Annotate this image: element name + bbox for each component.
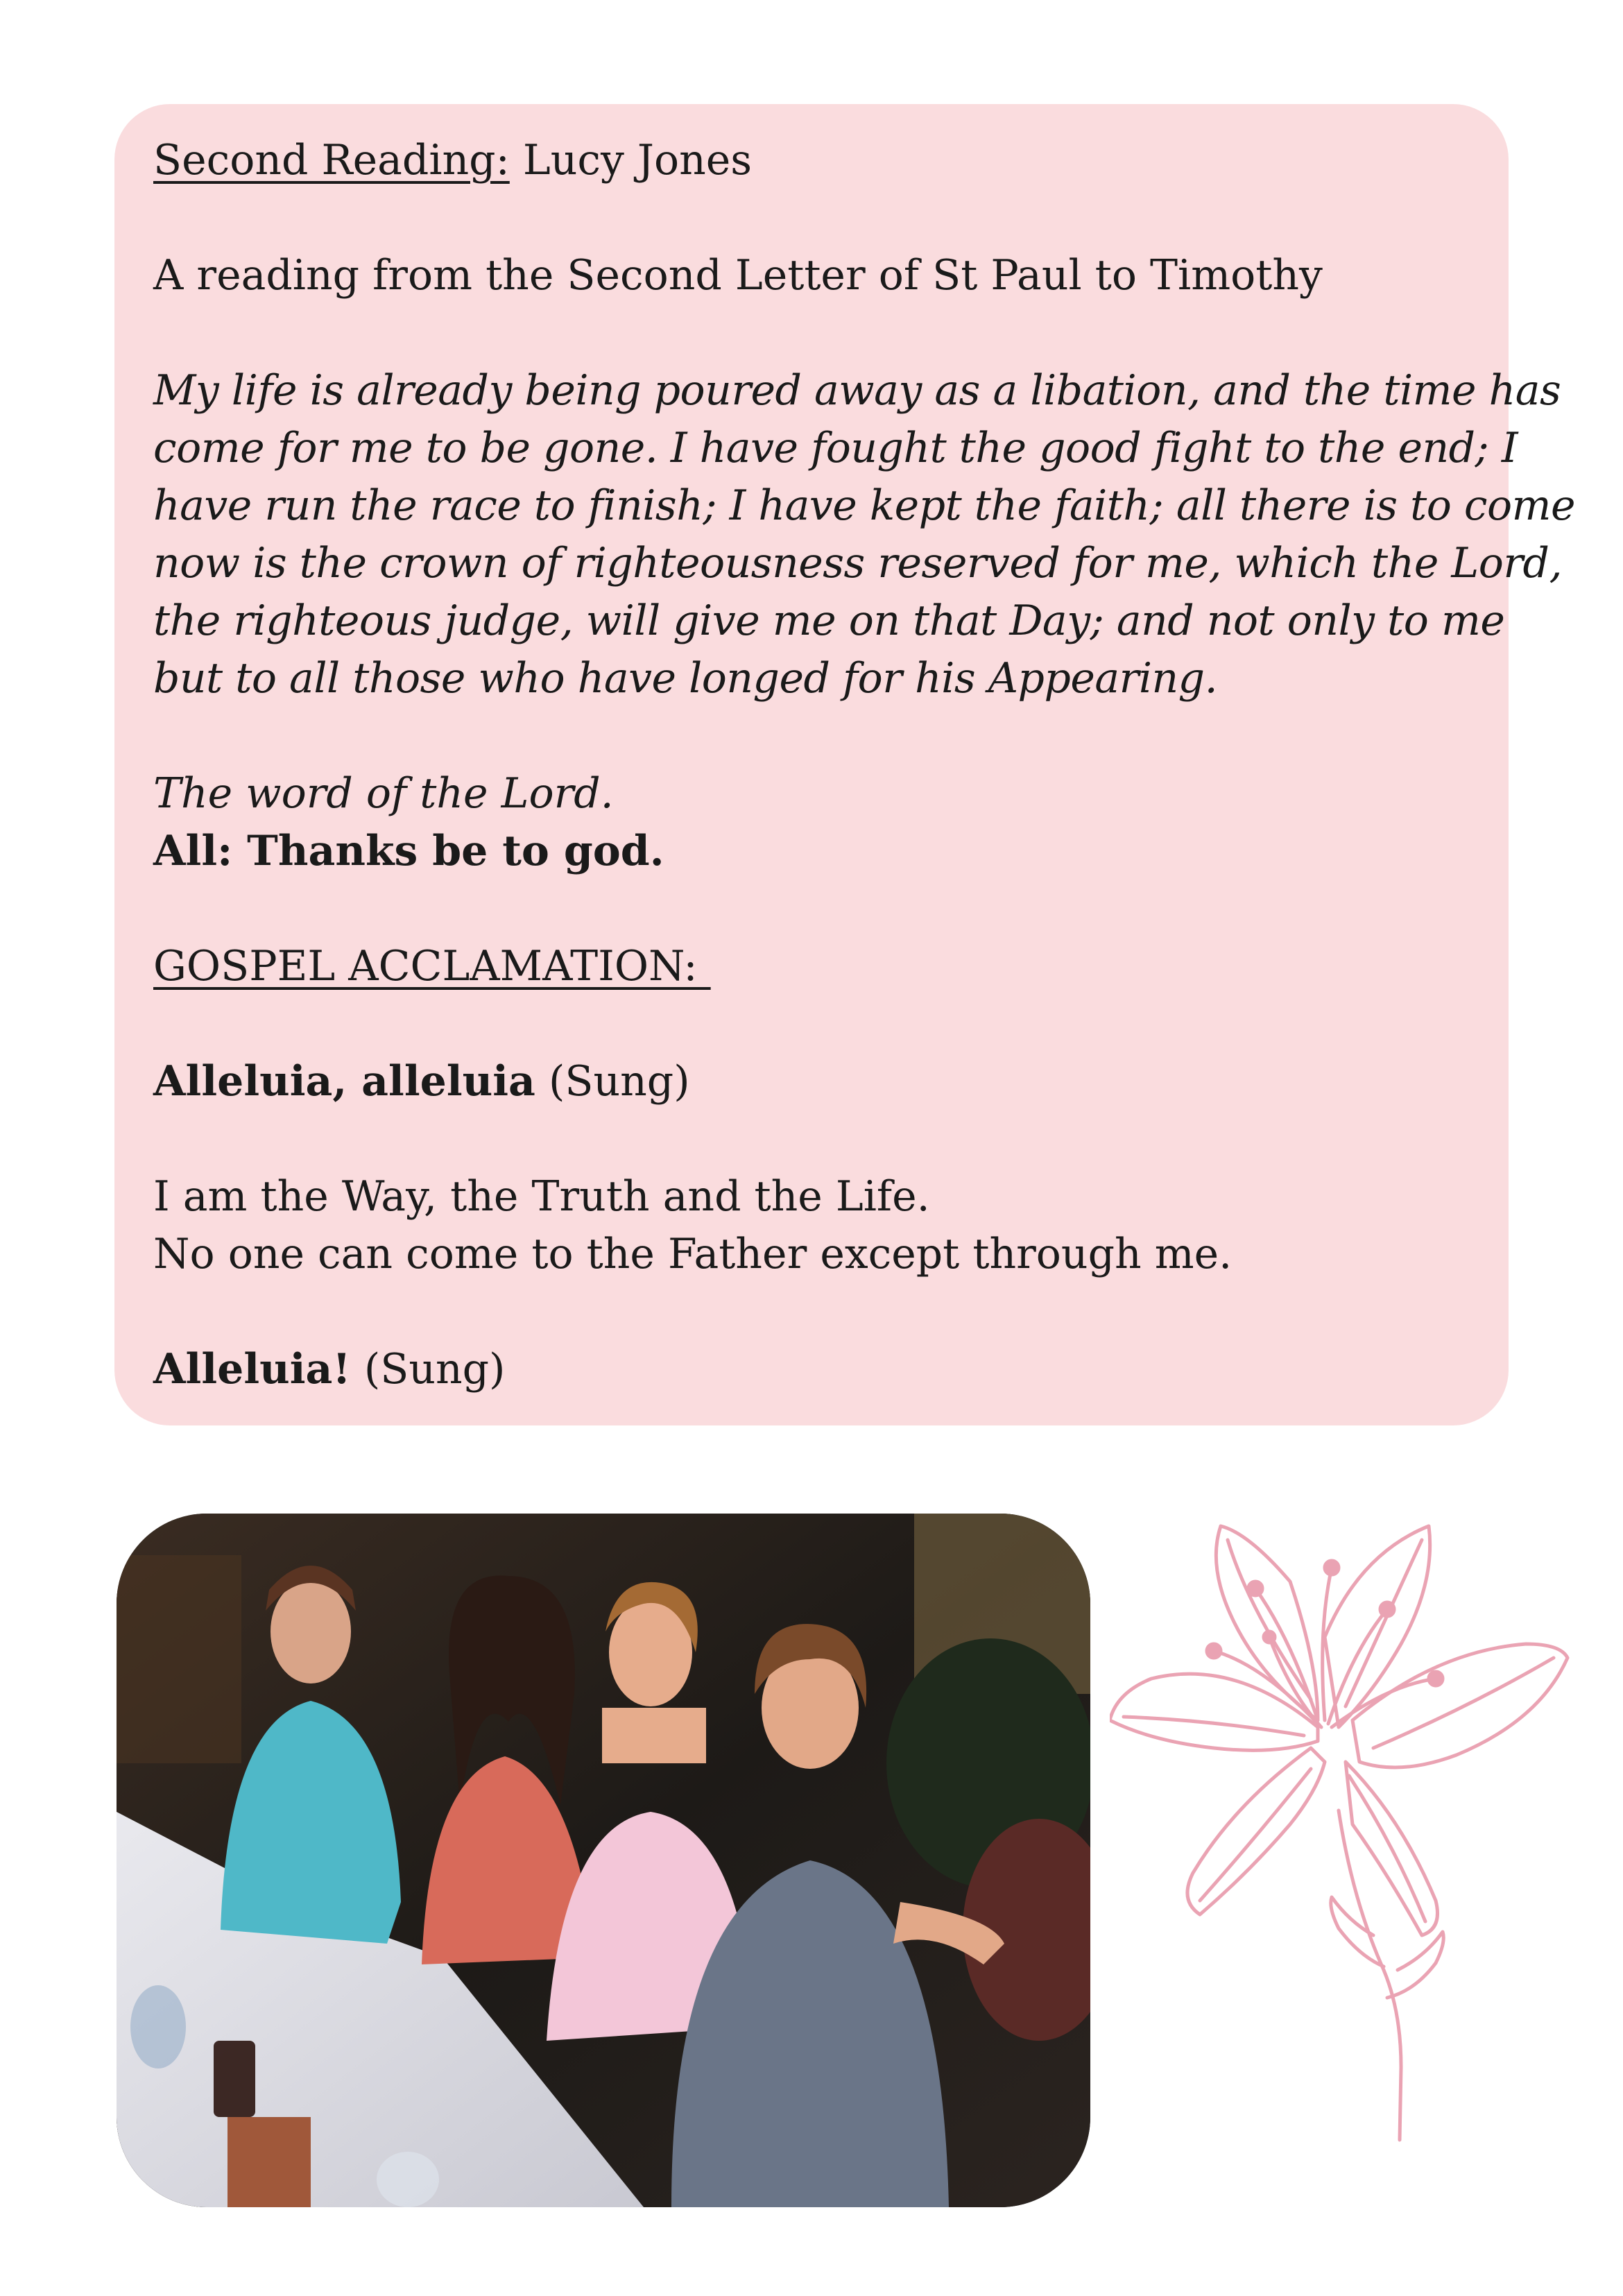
final-alleluia-note: (Sung): [363, 1345, 506, 1394]
gospel-acclamation-heading: GOSPEL ACCLAMATION:: [153, 942, 711, 991]
alleluia-bold: Alleluia, alleluia: [153, 1057, 535, 1106]
reading-closing: The word of the Lord.: [153, 769, 614, 818]
alleluia-line: [153, 1053, 1470, 1111]
reading-text: [153, 362, 1576, 708]
final-alleluia-bold: Alleluia!: [153, 1345, 351, 1394]
acclamation-verse-line: No one can come to the Father except through me.: [153, 1230, 1233, 1278]
second-reading-label: Second Reading:: [153, 136, 510, 185]
group-photo-illustration: [117, 1514, 1090, 2207]
acclamation-verse-line: I am the Way, the Truth and the Life.: [153, 1172, 930, 1221]
gospel-heading-line: [153, 938, 1470, 995]
reading-line: come for me to be gone. I have fought the good fight to the end; I: [153, 424, 1518, 472]
reading-line: the righteous judge, will give me on that Day; and not only to me: [153, 597, 1505, 645]
group-photo: [117, 1514, 1090, 2207]
reading-intro: A reading from the Second Letter of St Paul to Timothy: [153, 251, 1323, 300]
alleluia-note: (Sung): [548, 1057, 690, 1106]
reader-name: Lucy Jones: [522, 136, 753, 185]
reading-panel: [114, 104, 1576, 1425]
congregation-response: All: Thanks be to god.: [153, 827, 664, 875]
reading-line: but to all those who have longed for his Appearing.: [153, 654, 1218, 703]
reading-line: have run the race to finish; I have kept the faith; all there is to come: [153, 481, 1576, 530]
reading-line: My life is already being poured away as a libation, and the time has: [153, 366, 1561, 415]
final-alleluia-line: [153, 1341, 1470, 1398]
lily-icon: [1110, 1512, 1588, 2143]
second-reading-header: [153, 132, 1470, 189]
reading-line: now is the crown of righteousness reserved for me, which the Lord,: [153, 539, 1563, 588]
